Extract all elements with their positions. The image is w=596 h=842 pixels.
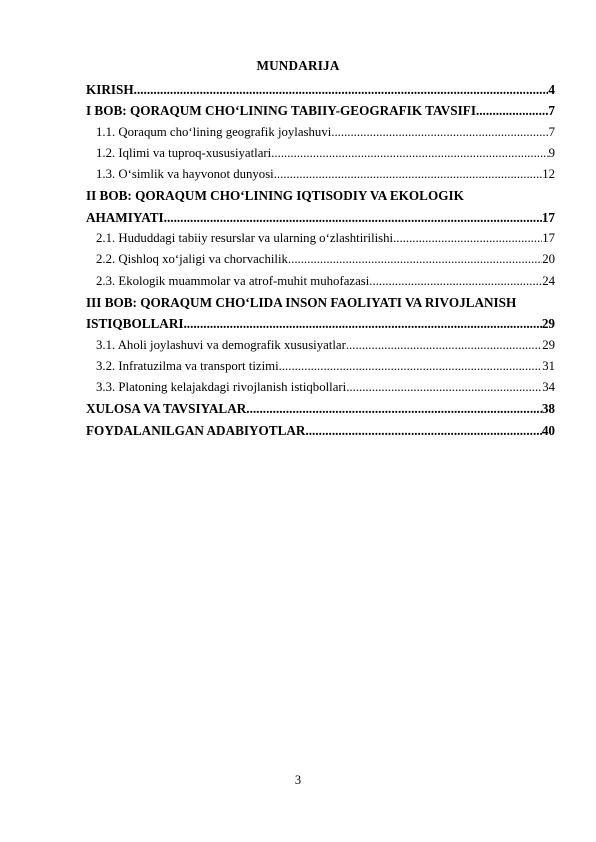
toc-entry: [86, 207, 555, 228]
toc-entry: [86, 79, 555, 100]
toc-entry-label: 2.3. Ekologik muammolar va atrof-muhit muhofazasi: [96, 273, 370, 288]
toc-leader-dots: [305, 420, 541, 441]
toc-leader-dots: [476, 100, 548, 121]
document-title: MUNDARIJA: [256, 58, 340, 73]
toc-entry-page: 17: [541, 209, 555, 225]
toc-entry-page: 29: [541, 316, 555, 332]
toc-entry-page: 24: [542, 273, 555, 288]
toc-leader-dots: [288, 249, 542, 270]
toc-entry-label: 2.2. Qishloq xo‘jaligi va chorvachilik: [96, 252, 288, 267]
toc-entry-page: 31: [542, 358, 555, 373]
toc-entry-label-line1: II BOB: QORAQUM CHO‘LINING IQTISODIY VA EKOLOGIK: [86, 188, 464, 204]
toc-leader-dots: [279, 356, 543, 377]
toc-leader-dots: [346, 377, 542, 398]
toc-entry: [86, 313, 555, 334]
toc-entry-label: KIRISH: [86, 82, 134, 97]
toc-entry-page: 17: [542, 231, 555, 246]
toc-entry-page: 12: [542, 167, 555, 182]
toc-subentry: [86, 122, 555, 143]
toc-entry: [86, 420, 555, 441]
toc-leader-dots: [246, 398, 542, 419]
toc-entry: [86, 398, 555, 419]
toc-entry-page: 34: [542, 380, 555, 395]
page-number: 3: [294, 773, 302, 787]
toc-subentry: [86, 356, 555, 377]
toc-subentry: [86, 335, 555, 356]
toc-entry-label: 1.1. Qoraqum cho‘lining geografik joylashuvi: [96, 124, 332, 139]
toc-subentry: [86, 143, 555, 164]
toc-entry-label-line2: ISTIQBOLLARI: [86, 316, 184, 332]
toc-entry-page: 9: [548, 145, 555, 160]
toc-entry-page: 38: [541, 401, 555, 417]
toc-entry-page: 40: [541, 422, 555, 438]
toc-subentry: [86, 271, 555, 292]
toc-leader-dots: [393, 228, 542, 249]
table-of-contents: [86, 79, 555, 441]
toc-subentry: [86, 249, 555, 270]
toc-entry-label: 1.2. Iqlimi va tuproq-xususiyatlari: [96, 145, 272, 160]
toc-entry-label: 3.2. Infratuzilma va transport tizimi: [96, 358, 279, 373]
toc-leader-dots: [164, 207, 542, 228]
toc-subentry: [86, 164, 555, 185]
toc-entry-label: 1.3. O‘simlik va hayvonot dunyosi: [96, 167, 274, 182]
toc-leader-dots: [134, 79, 549, 100]
toc-entry-page: 7: [548, 124, 555, 139]
toc-entry-page: 4: [548, 82, 555, 97]
toc-entry-label: 3.1. Aholi joylashuvi va demografik xususiyatlar: [96, 337, 346, 352]
toc-entry-page: 7: [548, 103, 555, 119]
toc-entry: [86, 100, 555, 121]
toc-entry-label: XULOSA VA TAVSIYALAR: [86, 401, 247, 417]
toc-leader-dots: [369, 271, 542, 292]
toc-subentry: [86, 377, 555, 398]
toc-leader-dots: [183, 313, 541, 334]
toc-leader-dots: [274, 164, 542, 185]
toc-entry-label: I BOB: QORAQUM CHO‘LINING TABIIY-GEOGRAFIK TAVSIFI: [86, 103, 476, 119]
toc-leader-dots: [346, 335, 542, 356]
toc-entry-page: 20: [542, 252, 555, 267]
toc-entry-page: 29: [542, 337, 555, 352]
toc-entry-label-line2: AHAMIYATI: [86, 209, 164, 225]
toc-leader-dots: [271, 143, 548, 164]
toc-entry-label: 3.3. Platoning kelajakdagi rivojlanish istiqbollari: [96, 380, 347, 395]
toc-entry-label: 2.1. Hududdagi tabiiy resurslar va ularning o‘zlashtirilishi: [96, 231, 394, 246]
toc-subentry: [86, 228, 555, 249]
toc-entry-label-line1: III BOB: QORAQUM CHO‘LIDA INSON FAOLIYATI VA RIVOJLANISH: [86, 294, 517, 310]
toc-leader-dots: [331, 122, 548, 143]
toc-entry-label: FOYDALANILGAN ADABIYOTLAR: [86, 422, 306, 438]
